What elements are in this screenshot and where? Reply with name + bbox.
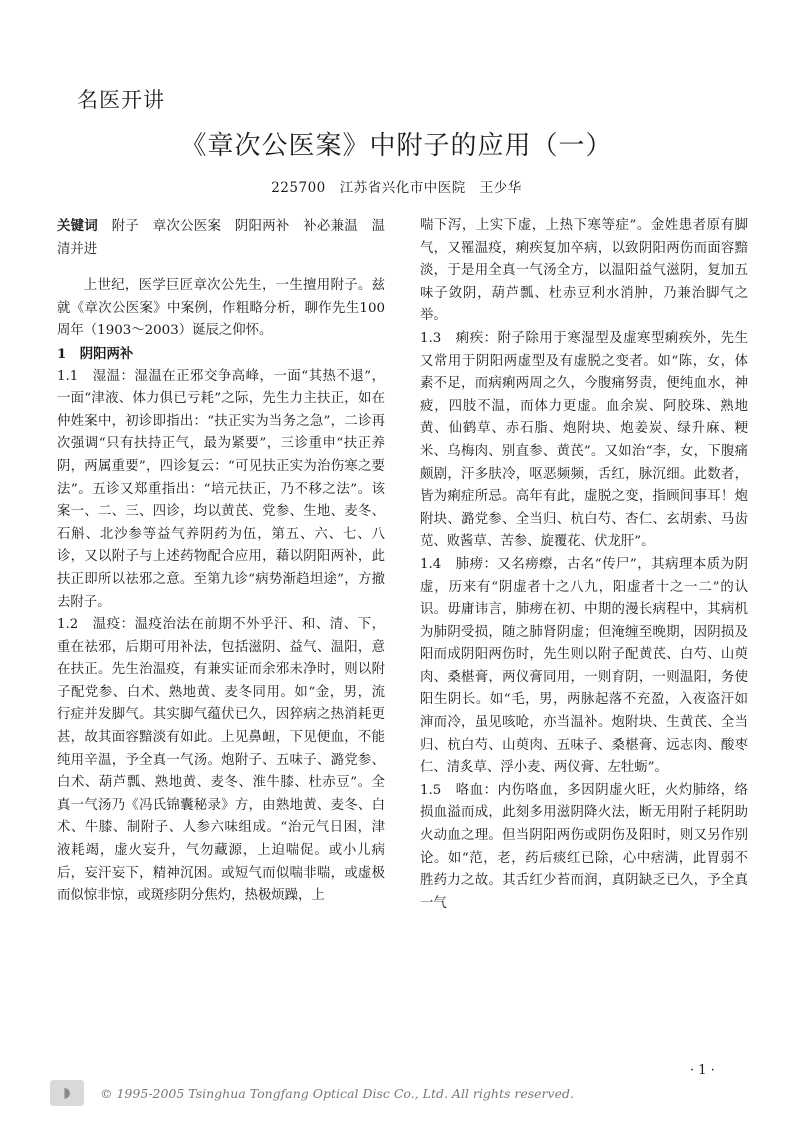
copyright-footer (50, 1078, 574, 1108)
paragraph-1-4: 1.4 肺痨：又名痨瘵，古名“传尸”，其病理本质为阴虚，历来有“阴虚者十之八九，阳虚者十之一二”的认识。毋庸讳言，肺痨在初、中期的漫长病程中，其病机为肺阴受损，随之肺肾阴虚；但淹缠至晚期，因阴损及阳而成阴阳两伤时，先生则以附子配黄芪、白芍、山萸肉、桑椹膏，两仪膏同用，一则育阴，一则温阳，务使阳生阴长。如“毛，男，两脉起落不充盈，入夜盗汗如渖而冷，虽见咳呛，亦当温补。炮附块、生黄芪、全当归、杭白芍、山萸肉、五味子、桑椹膏、远志肉、酸枣仁、清炙草、浮小麦、两仪膏、左牡蛎”。 (420, 556, 748, 776)
section-header: 名医开讲 (77, 88, 165, 112)
paragraph-1-2-continued: 喘下泻，上实下虚，上热下寒等症”。金姓患者原有脚气，又罹温疫，痢疾复加卒病，以致阴阳两伤而面容黯淡，于是用全真一气汤全方，以温阳益气滋阴，复加五味子敛阴，葫芦瓢、杜赤豆利水消肿，乃兼治脚气之举。 (420, 218, 748, 324)
author-affiliation: 225700 江苏省兴化市中医院 王少华 (271, 180, 522, 196)
keywords-list: 附子 章次公医案 阴阳两补 补必兼温 温清并进 (57, 219, 386, 257)
right-column (420, 215, 748, 915)
paragraph-1-2: 1.2 温疫：温疫治法在前期不外乎汗、和、清、下，重在祛邪，后期可用补法，包括滋阴、益气、温阳，意在扶正。先生治温疫，有兼实证而余邪未净时，则以附子配党参、白术、熟地黄、麦冬同用。如“金，男，流行症并发脚气。其实脚气蕴伏已久，因猝病之热消耗更甚，故其面容黯淡有如此。上见鼻衄，下见便血，不能纯用辛温，予全真一气汤。炮附子、五味子、潞党参、白术、葫芦瓢、熟地黄、麦冬、淮牛膝、杜赤豆”。全真一气汤乃《冯氏锦囊秘录》方，由熟地黄、麦冬、白术、牛膝、制附子、人参六味组成。“治元气日困，津液耗竭，虚火妄升，气勿藏源，上迫喘促。或小儿病后，妄汗妄下，精神沉困。或短气而似喘非喘，或虚极而似惊非惊，或斑疹阴分焦灼，热极烦躁，上 (57, 617, 385, 904)
intro-paragraph: 上世纪，医学巨匠章次公先生，一生擅用附子。兹就《章次公医案》中案例，作粗略分析，聊作先生100周年（1903～2003）诞辰之仰怀。 (57, 278, 385, 339)
paragraph-1-5: 1.5 咯血：内伤咯血，多因阴虚火旺，火灼肺络，络损血溢而成，此刻多用滋阴降火法，断无用附子耗阴助火动血之理。但当阴阳两伤或阴伤及阳时，则又另作别论。如“范，老，药后痰红已除，心中痞满，此胃弱不胜药力之故。其舌红少苔而润，真阴缺乏已久，予全真一气 (420, 782, 748, 911)
publisher-logo-icon: ◗ (50, 1080, 84, 1106)
page-number: · 1 · (690, 1063, 715, 1078)
article-title: 《章次公医案》中附子的应用（一） (180, 131, 613, 161)
keywords-paragraph (57, 215, 385, 261)
paragraph-1-1: 1.1 湿温：湿温在正邪交争高峰，一面“其热不退”，一面“津液、体力俱已亏耗”之际，先生力主扶正，如在仲姓案中，初诊即指出：“扶正实为当务之急”，二诊再次强调“只有扶持正气，最为紧要”，三诊重申“扶正养阴，两属重要”，四诊复云：“可见扶正实为治伤寒之要法”。五诊又郑重指出：“培元扶正，乃不移之法”。该案一、二、三、四诊，均以黄芪、党参、生地、麦冬、石斛、北沙参等益气养阴药为伍，第五、六、七、八诊，又以附子与上述药物配合应用，藉以阴阳两补，此扶正即所以祛邪之意。至第九诊“病势渐趋坦途”，方撤去附子。 (57, 368, 385, 610)
section-1-heading: 1 阴阳两补 (57, 345, 134, 362)
copyright-text: © 1995-2005 Tsinghua Tongfang Optical Disc Co., Ltd. All rights reserved. (100, 1085, 574, 1101)
paragraph-1-3: 1.3 痢疾：附子除用于寒湿型及虚寒型痢疾外，先生又常用于阴阳两虚型及有虚脱之变者。如“陈，女，体素不足，而病痢两周之久，今腹痛努责，便纯血水，神疲，四肢不温，而体力更虚。血余炭、阿胶珠、熟地黄、仙鹤草、赤石脂、炮附块、炮姜炭、绿升麻、粳米、乌梅肉、别直参、黄芪”。又如治“李，女，下腹痛颇剧，汗多肤冷，呕恶频频，舌红，脉沉细。此数者，皆为痢症所忌。高年有此，虚脱之变，指顾间事耳！炮附块、潞党参、全当归、杭白芍、杏仁、玄胡索、马齿苋、败酱草、苦参、旋覆花、伏龙肝”。 (420, 330, 748, 550)
left-column (57, 215, 385, 908)
keywords-label: 关键词 (57, 218, 99, 234)
